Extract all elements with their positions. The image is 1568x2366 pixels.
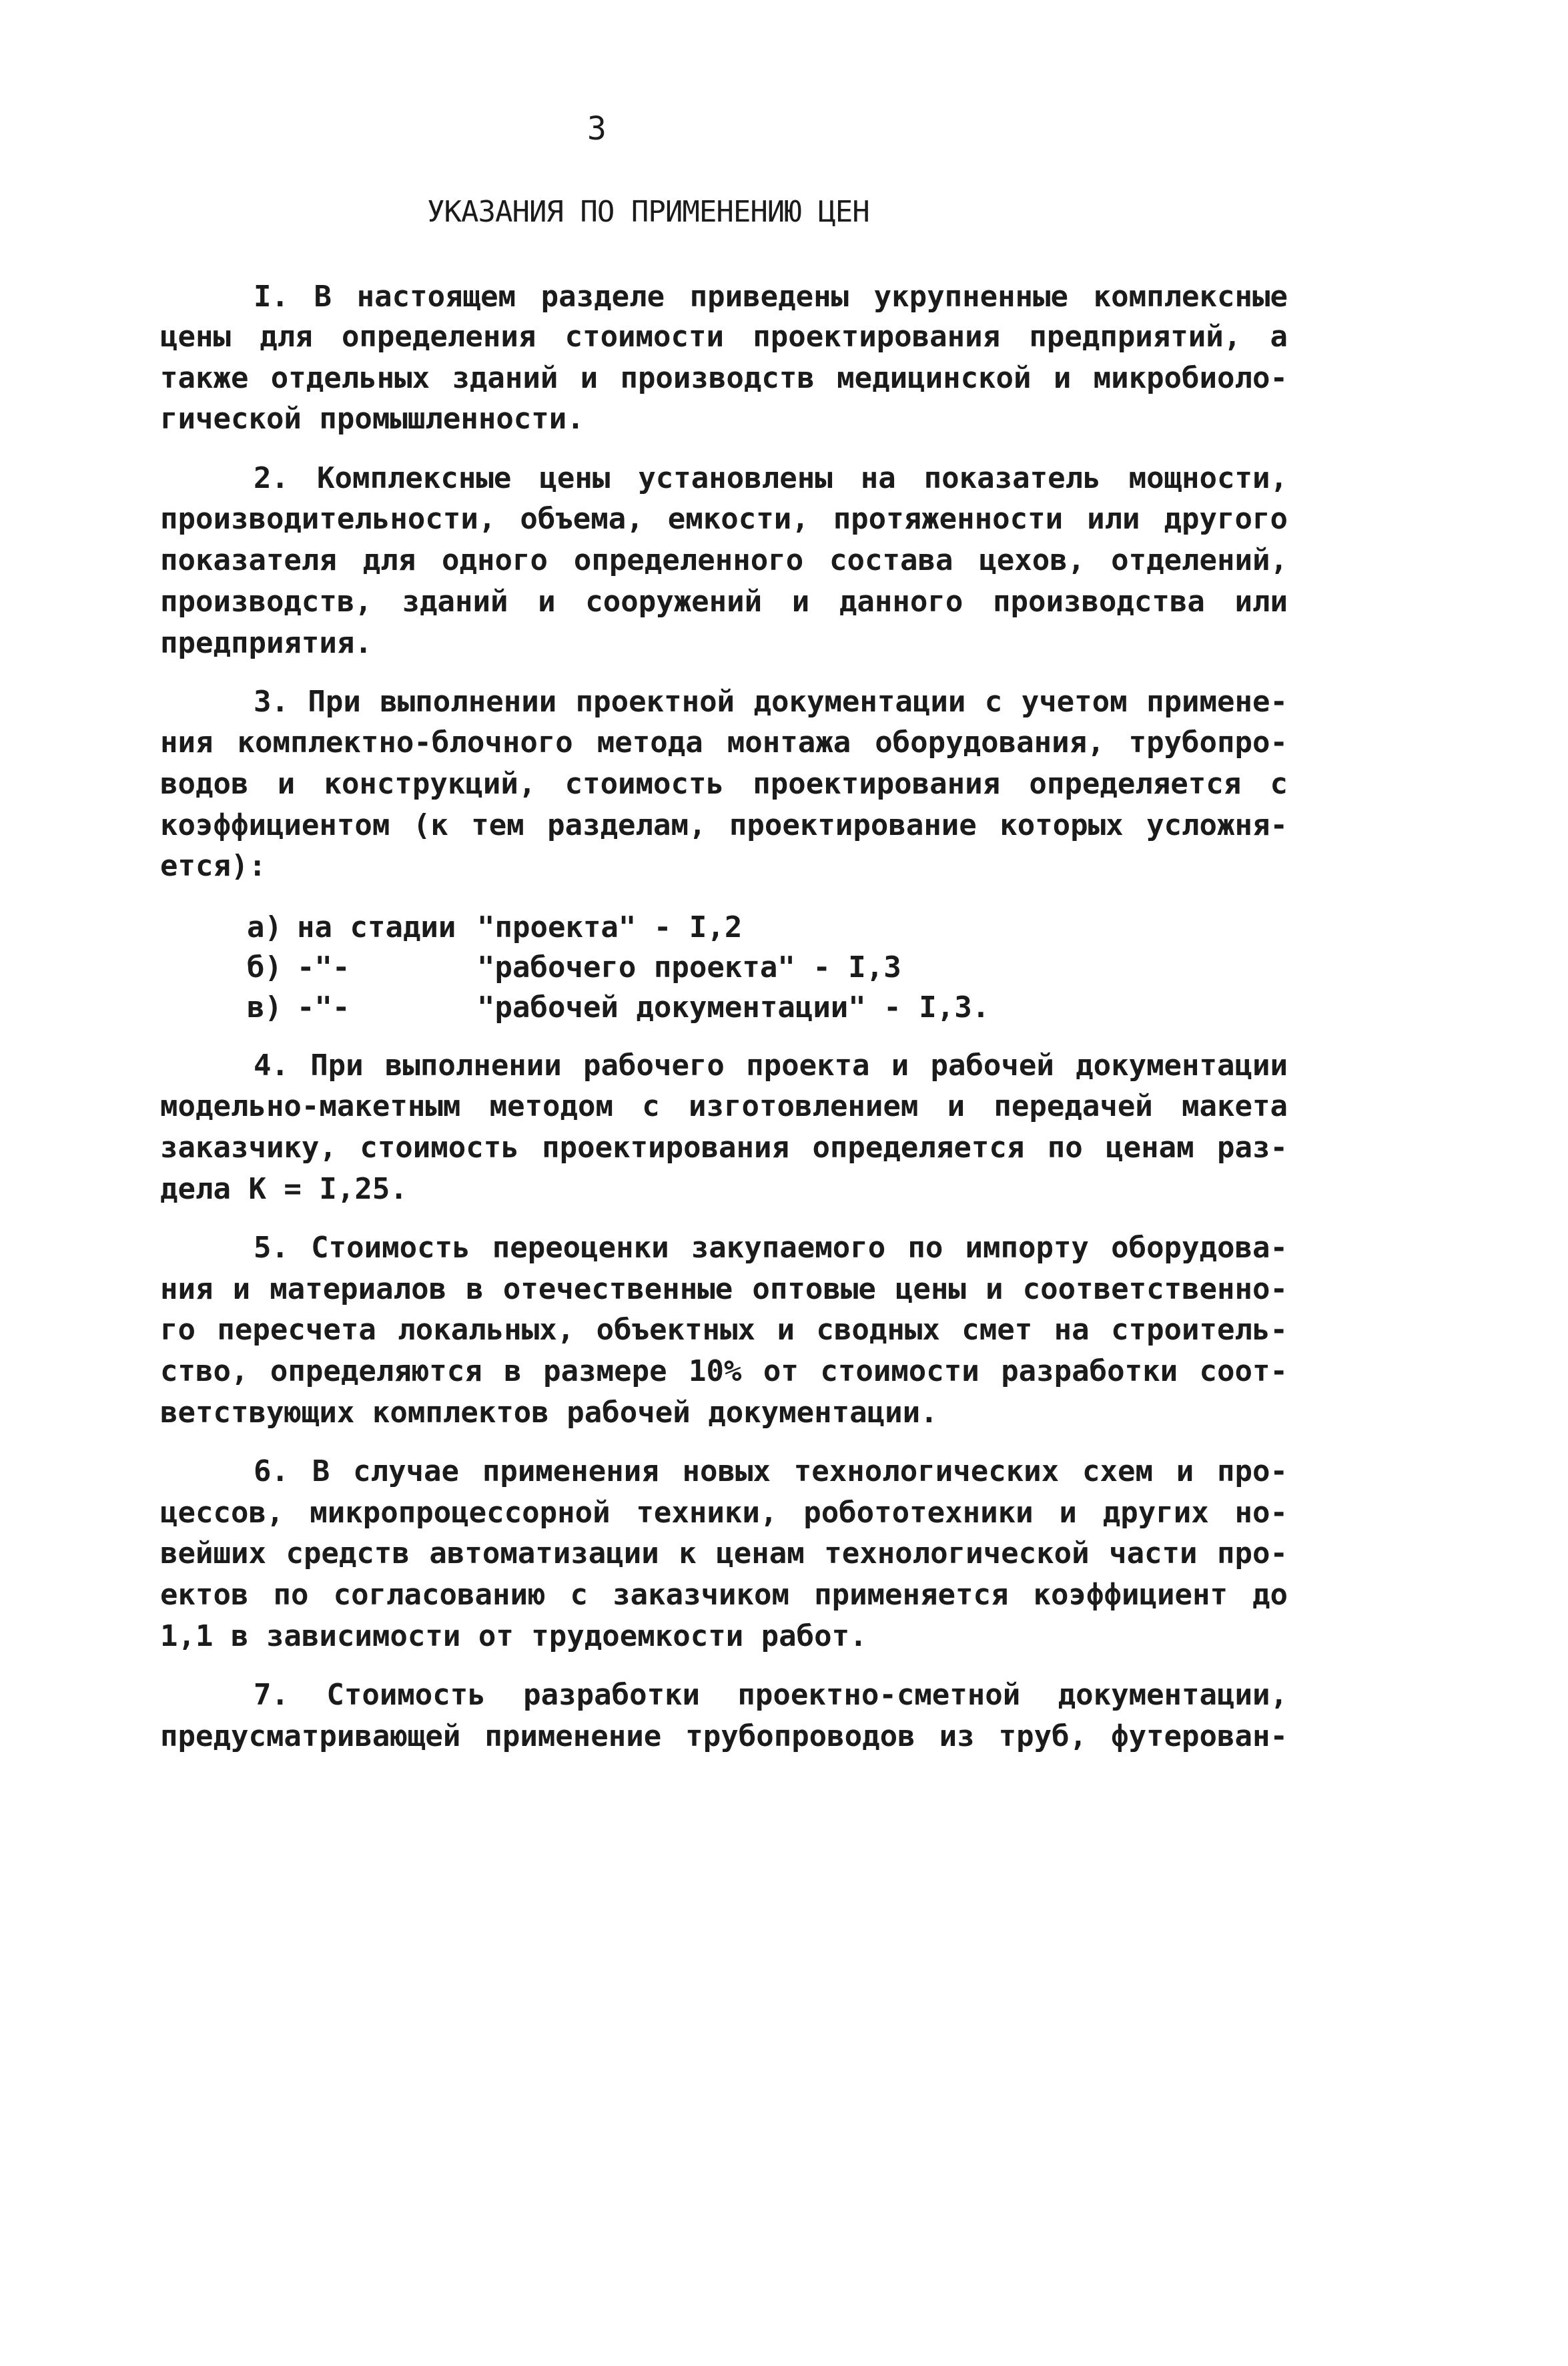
paragraph-2-line-3: показателя для одного определенного состава цехов, отделений, <box>160 543 1288 577</box>
paragraph-1-line-1: I. В настоящем разделе приведены укрупненные комплексные <box>254 280 1288 314</box>
paragraph-3-line-2: ния комплектно-блочного метода монтажа оборудования, трубопро- <box>160 725 1288 760</box>
list-item-letter: в) <box>247 990 282 1024</box>
paragraph-2-line-2: производительности, объема, емкости, протяженности или другого <box>160 502 1288 536</box>
paragraph-2-line-4: производств, зданий и сооружений и данного производства или <box>160 585 1288 619</box>
paragraph-5-line-2: ния и материалов в отечественные оптовые цены и соответственно- <box>160 1272 1288 1306</box>
list-item-stage: -"- <box>297 990 350 1024</box>
paragraph-4-line-2: модельно-макетным методом с изготовлением и передачей макета <box>160 1089 1288 1123</box>
paragraph-4-line-3: заказчику, стоимость проектирования определяется по ценам раз- <box>160 1131 1288 1165</box>
paragraph-5-line-5: ветствующих комплектов рабочей документации. <box>160 1396 938 1430</box>
paragraph-4-line-4: дела К = I,25. <box>160 1172 408 1206</box>
paragraph-2-line-1: 2. Комплексные цены установлены на показатель мощности, <box>254 461 1288 495</box>
paragraph-6-line-3: вейших средств автоматизации к ценам технологической части про- <box>160 1536 1288 1570</box>
paragraph-5-line-4: ство, определяются в размере 10% от стоимости разработки соот- <box>160 1354 1288 1388</box>
list-item-letter: б) <box>247 950 282 984</box>
list-item-letter: а) <box>247 910 282 944</box>
paragraph-5-line-1: 5. Стоимость переоценки закупаемого по импорту оборудова- <box>254 1231 1288 1265</box>
paragraph-5-line-3: го пересчета локальных, объектных и сводных смет на строитель- <box>160 1313 1288 1347</box>
page-title: УКАЗАНИЯ ПО ПРИМЕНЕНИЮ ЦЕН <box>427 195 869 229</box>
paragraph-7-line-2: предусматривающей применение трубопроводов из труб, футерован- <box>160 1719 1288 1753</box>
paragraph-3-line-4: коэффициентом (к тем разделам, проектирование которых усложня- <box>160 808 1288 842</box>
paragraph-2-line-5: предприятия. <box>160 626 372 660</box>
list-item-document: "рабочего проекта" - I,3 <box>477 950 901 984</box>
paragraph-6-line-4: ектов по согласованию с заказчиком применяется коэффициент до <box>160 1578 1288 1612</box>
paragraph-1-line-3: также отдельных зданий и производств медицинской и микробиоло- <box>160 361 1288 395</box>
list-item-stage: -"- <box>297 950 350 984</box>
paragraph-3-line-3: водов и конструкций, стоимость проектирования определяется с <box>160 767 1288 801</box>
paragraph-1-line-4: гической промышленности. <box>160 402 584 436</box>
paragraph-1-line-2: цены для определения стоимости проектирования предприятий, а <box>160 320 1288 354</box>
paragraph-6-line-2: цессов, микропроцессорной техники, робототехники и других но- <box>160 1496 1288 1530</box>
paragraph-6-line-1: 6. В случае применения новых технологических схем и про- <box>254 1454 1288 1488</box>
list-item-stage: на стадии <box>297 910 456 944</box>
paragraph-4-line-1: 4. При выполнении рабочего проекта и рабочей документации <box>254 1049 1288 1083</box>
list-item-document: "проекта" - I,2 <box>477 910 743 944</box>
paragraph-3-line-1: 3. При выполнении проектной документации с учетом примене- <box>254 685 1288 719</box>
page-number: 3 <box>587 110 607 147</box>
paragraph-6-line-5: 1,1 в зависимости от трудоемкости работ. <box>160 1619 867 1653</box>
list-item-document: "рабочей документации" - I,3. <box>477 990 990 1024</box>
coefficient-list-item <box>247 908 1181 948</box>
coefficient-list-item <box>247 988 1181 1028</box>
paragraph-7-line-1: 7. Стоимость разработки проектно-сметной документации, <box>254 1678 1288 1712</box>
paragraph-3-line-5: ется): <box>160 849 266 883</box>
coefficient-list-item <box>247 948 1181 988</box>
